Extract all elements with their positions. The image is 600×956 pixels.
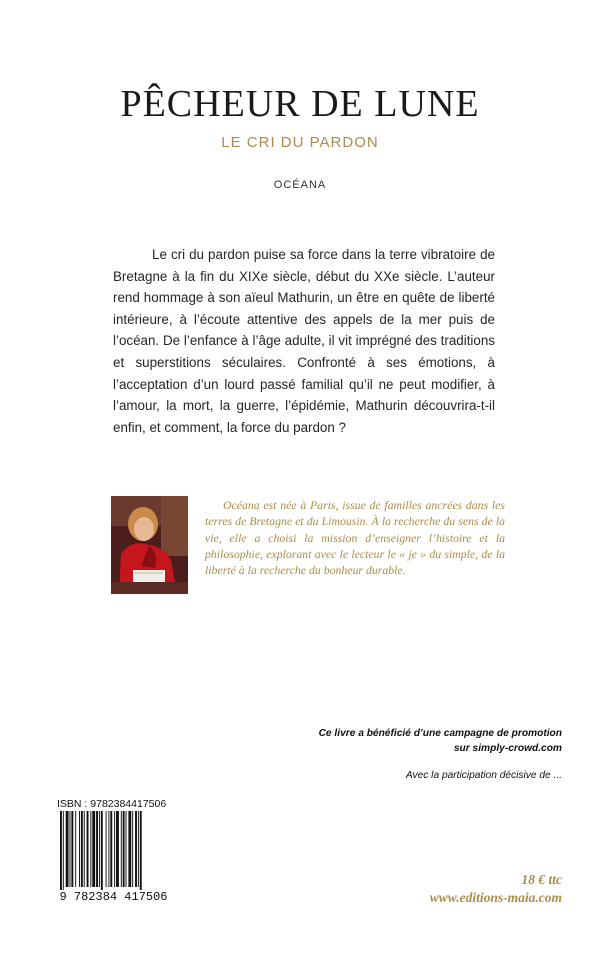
promo-line-1: Ce livre a bénéficié d’une campagne de promotion xyxy=(318,728,562,739)
barcode-bar xyxy=(96,811,98,887)
barcode-bar xyxy=(101,811,103,891)
barcode-bar xyxy=(106,811,107,887)
barcode-bar xyxy=(81,811,83,887)
barcode-bar xyxy=(84,811,85,887)
barcode-bar xyxy=(121,811,122,887)
barcode-bar xyxy=(138,811,139,887)
barcode-bar xyxy=(87,811,89,887)
barcode-bar xyxy=(70,811,71,887)
author-photo xyxy=(111,496,188,594)
barcode-bar xyxy=(92,811,95,887)
barcode-bar xyxy=(135,811,137,887)
promo-line-2: sur simply-crowd.com xyxy=(453,743,562,754)
barcode-bar xyxy=(66,811,69,887)
price: 18 € ttc xyxy=(521,872,562,887)
barcode-bar xyxy=(79,811,80,887)
barcode-bar xyxy=(140,811,142,891)
summary-paragraph: Le cri du pardon puise sa force dans la terre vibratoire de Bretagne à la fin du XIXe siècle, début du XXe siècle. L’auteur rend hommage à son aïeul Mathurin, un être en quête de liberté intérieure, à l’écoute attentive des appels de la mer puis de l’océan. De l’enfance à l’âge adulte, il vit imprégné des traditions et superstitions séculaires. Confronté à ses émotions, à l’acceptation d’un lourd passé familial qu’il ne peut modifier, à l’amour, la mort, la guerre, l’épidémie, Mathurin découvrira-t-il enfin, et comment, la force du pardon ? xyxy=(113,247,495,435)
author-bio: Océana est née à Paris, issue de familles ancrées dans les terres de Bretagne et du Limousin. À la recherche du sens de la vie, elle a choisi la mission d’enseigner l’histoire et la philosophie, explorant avec le lecteur le « je » du simple, de la liberté à la recherche du bonheur durable. xyxy=(205,498,505,578)
author-name: OCÉANA xyxy=(273,179,327,191)
barcode-bar xyxy=(63,811,64,891)
isbn-label: ISBN : 9782384417506 xyxy=(57,798,167,810)
barcode-bar xyxy=(90,811,91,887)
barcode-digits: 9 782384 417506 xyxy=(57,890,170,904)
barcode-bar xyxy=(114,811,115,887)
barcode-bar xyxy=(123,811,125,887)
barcode-bar xyxy=(110,811,112,887)
book-title: PÊCHEUR DE LUNE xyxy=(120,83,480,125)
barcode-bar xyxy=(132,811,133,887)
promo-note xyxy=(162,726,562,756)
barcode-bars xyxy=(57,811,170,891)
barcode-bar xyxy=(75,811,76,887)
participation-note: Avec la participation décisive de ... xyxy=(405,770,562,781)
barcode-bar xyxy=(71,811,73,887)
publisher-website[interactable]: www.editions-maia.com xyxy=(429,890,562,905)
author-photo-image xyxy=(111,496,188,594)
barcode-bar xyxy=(116,811,119,887)
barcode-bar xyxy=(128,811,131,887)
barcode-bar xyxy=(60,811,62,891)
barcode-bar xyxy=(126,811,127,887)
book-subtitle: LE CRI DU PARDON xyxy=(221,134,379,151)
barcode-bar xyxy=(99,811,100,887)
barcode-bar xyxy=(108,811,109,887)
